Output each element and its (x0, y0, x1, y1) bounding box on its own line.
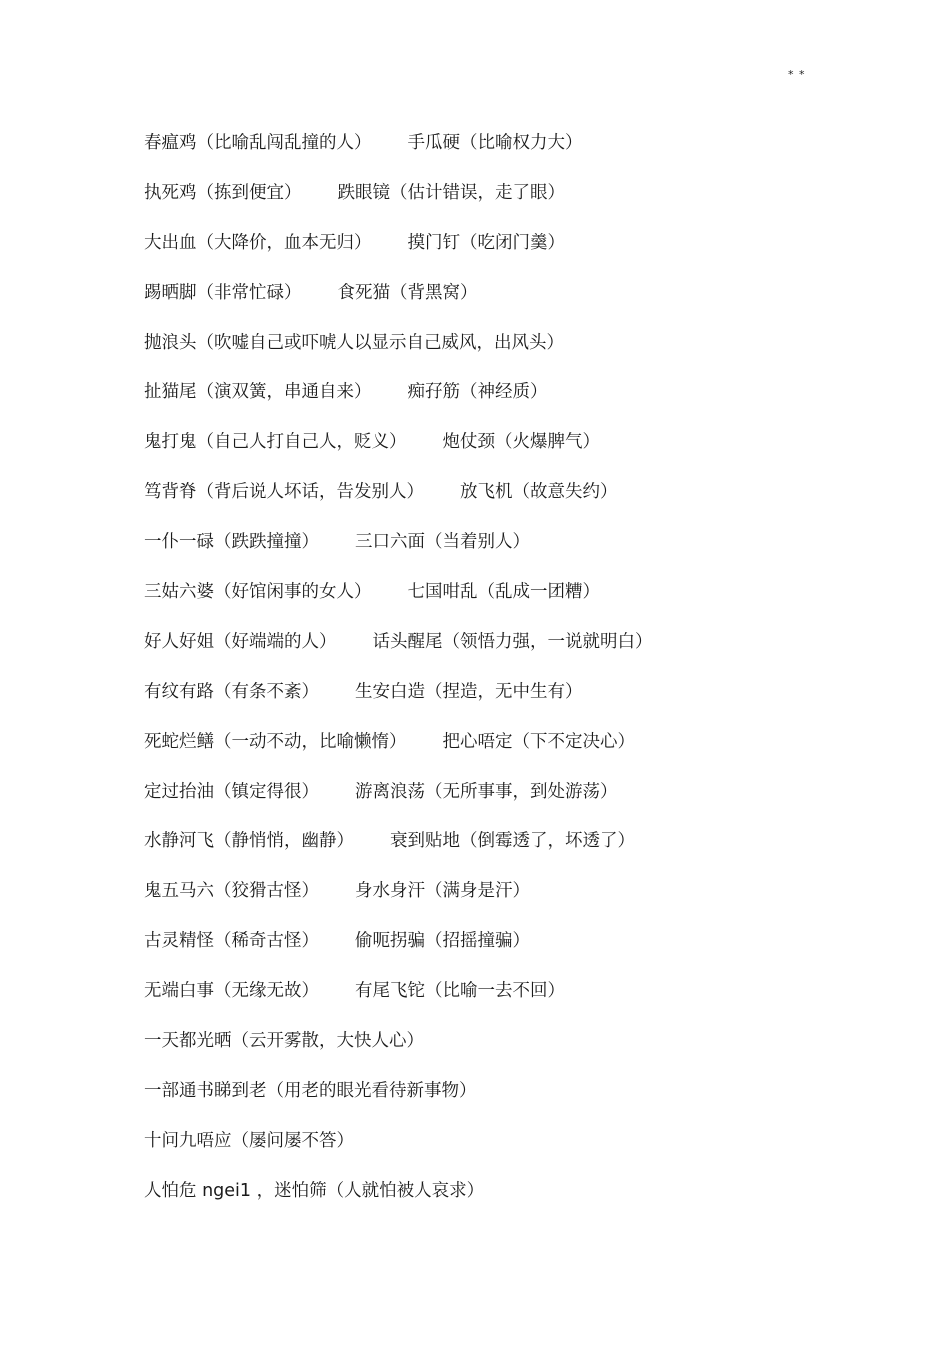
idiom-line (144, 1078, 924, 1128)
idiom-entry: 把心唔定（下不定决心） (442, 731, 635, 752)
page-header-mark: * * (788, 68, 806, 81)
idiom-line (144, 379, 924, 429)
idiom-entry: 定过抬油（镇定得很） (144, 781, 319, 802)
idiom-entry: 水静河飞（静悄悄，幽静） (144, 831, 354, 852)
idiom-entry: 话头醒尾（领悟力强，一说就明白） (372, 631, 653, 652)
idiom-entry: 食死猫（背黑窝） (337, 282, 478, 303)
idiom-entry: 生安白造（捏造，无中生有） (355, 681, 583, 702)
idiom-line (144, 579, 924, 629)
idiom-entry: 一仆一碌（跌跌撞撞） (144, 532, 319, 553)
idiom-entry: 古灵精怪（稀奇古怪） (144, 931, 319, 952)
idiom-entry: 有尾飞铊（比喻一去不回） (355, 981, 565, 1002)
idiom-entry: 好人好姐（好端端的人） (144, 631, 337, 652)
idiom-line (144, 180, 924, 230)
idiom-line (144, 1178, 924, 1228)
idiom-line (144, 130, 924, 180)
idiom-line (144, 629, 924, 679)
idiom-entry: 无端白事（无缘无故） (144, 981, 319, 1002)
idiom-entry: 游离浪荡（无所事事，到处游荡） (355, 781, 618, 802)
idiom-entry: 踢晒脚（非常忙碌） (144, 282, 302, 303)
idiom-line (144, 429, 924, 479)
idiom-entry: 摸门钉（吃闭门羹） (407, 232, 565, 253)
idiom-entry: 三姑六婆（好馆闲事的女人） (144, 582, 372, 603)
idiom-entry: 一部通书睇到老（用老的眼光看待新事物） (144, 1080, 477, 1101)
idiom-entry: 人怕危 ngei1 ，迷怕筛（人就怕被人哀求） (144, 1180, 485, 1201)
idiom-entry: 十问九唔应（屡问屡不答） (144, 1130, 354, 1151)
idiom-line (144, 330, 924, 380)
idiom-line (144, 529, 924, 579)
idiom-list (144, 130, 924, 1228)
idiom-entry: 大出血（大降价，血本无归） (144, 232, 372, 253)
idiom-entry: 偷呃拐骗（招摇撞骗） (355, 931, 530, 952)
idiom-entry: 扯猫尾（演双簧，串通自来） (144, 382, 372, 403)
idiom-entry: 有纹有路（有条不紊） (144, 681, 319, 702)
idiom-line (144, 779, 924, 829)
idiom-line (144, 828, 924, 878)
idiom-line (144, 679, 924, 729)
idiom-entry: 春瘟鸡（比喻乱闯乱撞的人） (144, 133, 372, 153)
idiom-line (144, 978, 924, 1028)
idiom-entry: 鬼打鬼（自己人打自己人，贬义） (144, 432, 407, 453)
idiom-entry: 放飞机（故意失约） (460, 482, 618, 503)
idiom-line (144, 1128, 924, 1178)
idiom-entry: 痴孖筋（神经质） (407, 382, 548, 403)
idiom-entry: 鬼五马六（狡猾古怪） (144, 881, 319, 902)
idiom-entry: 执死鸡（拣到便宜） (144, 182, 302, 203)
idiom-entry: 衰到贴地（倒霉透了，坏透了） (390, 831, 635, 852)
idiom-line (144, 928, 924, 978)
idiom-entry: 笃背脊（背后说人坏话，告发别人） (144, 482, 424, 503)
idiom-entry: 身水身汗（满身是汗） (355, 881, 530, 902)
idiom-entry: 炮仗颈（火爆脾气） (442, 432, 600, 453)
idiom-entry: 七国咁乱（乱成一团糟） (407, 582, 600, 603)
idiom-line (144, 1028, 924, 1078)
idiom-entry: 手瓜硬（比喻权力大） (407, 133, 583, 153)
idiom-line (144, 280, 924, 330)
idiom-line (144, 479, 924, 529)
idiom-entry: 跌眼镜（估计错误，走了眼） (337, 182, 565, 203)
idiom-entry: 死蛇烂鳝（一动不动，比喻懒惰） (144, 731, 407, 752)
idiom-entry: 抛浪头（吹嘘自己或吓唬人以显示自己威风，出风头） (144, 332, 564, 353)
idiom-line (144, 878, 924, 928)
idiom-entry: 一天都光晒（云开雾散，大快人心） (144, 1031, 424, 1052)
idiom-line (144, 729, 924, 779)
idiom-line (144, 230, 924, 280)
idiom-entry: 三口六面（当着别人） (355, 532, 530, 553)
